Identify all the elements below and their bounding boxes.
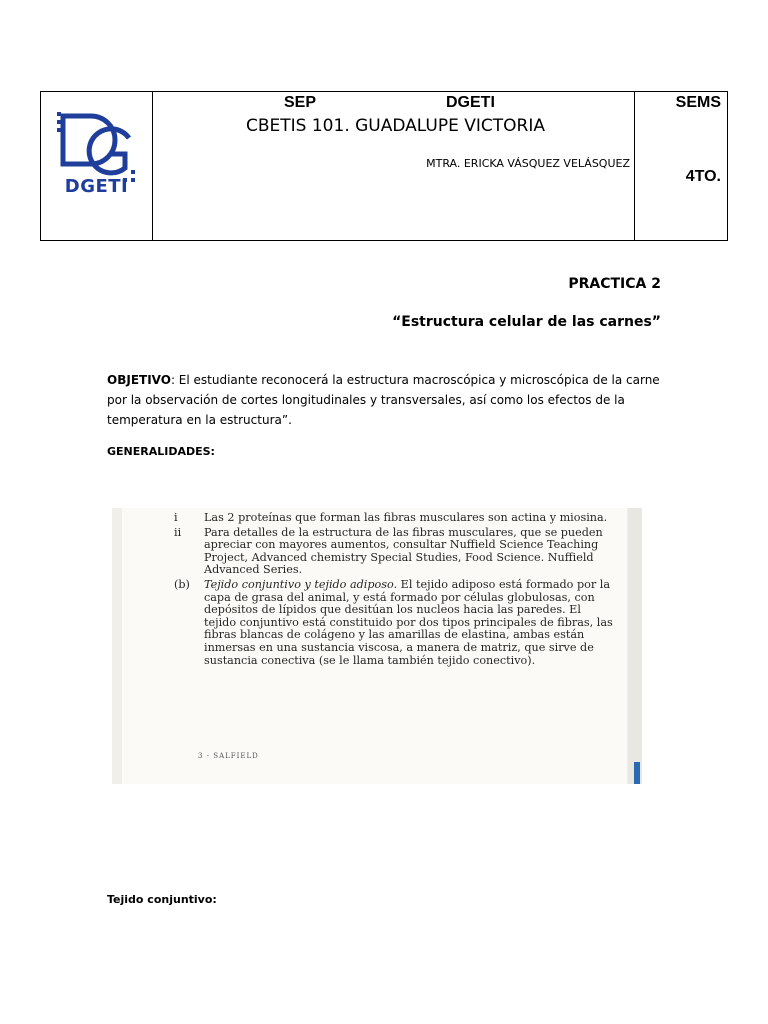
scan-item — [174, 579, 614, 667]
objective-paragraph — [107, 370, 667, 430]
scan-item-text: Para detalles de la estructura de las fibras musculares, que se pueden apreciar con mayores aumentos, consultar Nuffield Science Teaching Project, Advanced chemistry Special Studies, Food Science. Nuffield Advanced Series. — [204, 525, 603, 577]
scan-item — [174, 512, 614, 525]
sems-cell — [634, 92, 727, 240]
scan-item-text: Las 2 proteínas que forman las fibras musculares son actina y miosina. — [204, 511, 608, 524]
scanned-text-image — [112, 508, 642, 784]
practice-title: “Estructura celular de las carnes” — [392, 314, 661, 330]
teacher-name: MTRA. ERICKA VÁSQUEZ VELÁSQUEZ — [426, 157, 630, 170]
scan-item — [174, 527, 614, 577]
objective-text: : El estudiante reconocerá la estructura macroscópica y microscópica de la carne por la observación de cortes longitudinales y transversales, así como los efectos de la temperatura en la estructura”. — [107, 373, 660, 427]
scan-blue-mark — [634, 762, 640, 784]
scan-item-number: ii — [174, 525, 182, 539]
practice-number: PRACTICA 2 — [568, 276, 661, 292]
scan-item-emphasis: Tejido conjuntivo y tejido adiposo. — [204, 577, 398, 591]
school-name: CBETIS 101. GUADALUPE VICTORIA — [246, 116, 545, 136]
dgeti-label: DGETI — [446, 94, 495, 111]
scan-text — [174, 512, 614, 669]
logo-cell — [41, 92, 153, 240]
sep-label: SEP — [284, 94, 317, 111]
tejido-conjuntivo-heading: Tejido conjuntivo: — [107, 893, 217, 906]
sems-label: SEMS — [675, 94, 721, 111]
title-cell — [152, 92, 635, 240]
logo-text: DGETI — [64, 176, 129, 197]
scan-footer: 3 - SALFIELD — [198, 752, 259, 760]
scan-item-number: (b) — [174, 577, 190, 591]
scan-item-number: i — [174, 511, 178, 524]
scan-item-text: El tejido adiposo está formado por la capa de grasa del animal, y está formado por células globulosas, con depósitos de lípidos que desitúan los nucleos hacia las paredes. El tejido conjuntivo está constituido por dos tipos principales de fibras, las fibras blancas de colágeno y las amarillas de elastina, ambas están inmersas en una sustancia viscosa, a manera de matriz, que sirve de sustancia conectiva (se le llama también tejido conectivo). — [204, 577, 613, 667]
generalidades-heading: GENERALIDADES: — [107, 445, 215, 458]
header-table — [40, 91, 728, 241]
objective-label: OBJETIVO — [107, 373, 171, 387]
grade-label: 4TO. — [685, 168, 721, 185]
scan-edge — [628, 508, 642, 784]
